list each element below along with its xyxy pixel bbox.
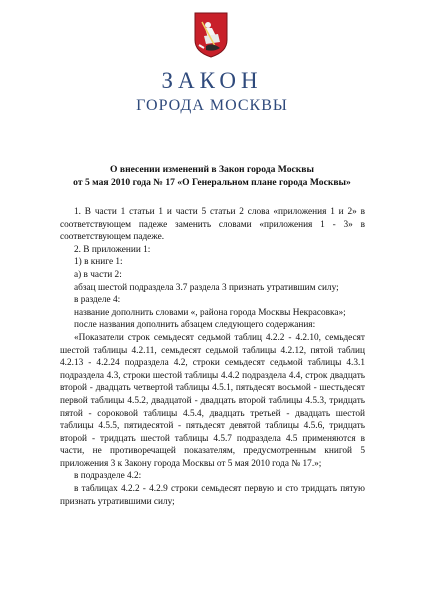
paragraph: а) в части 2: [74,269,122,280]
paragraph: абзац шестой подраздела 3.7 раздела 3 признать утратившим силу; [74,282,339,293]
paragraph: «Показатели строк семьдесят седьмой таблиц 4.2.2 - 4.2.10, семьдесят шестой таблицы 4.2.11, семьдесят седьмой таблицы 4.2.12, пятой таблиц 4.2.13 - 4.2.24 подраздела 4.2, строки семьдесят седьмой таблицы 4.3.1 подраздела 4.3, строки шестой таблицы 4.4.2 подраздела 4.4, строк двадцать второй - двадцать четвертой таблицы 4.5.1, пятьдесят восьмой - шестьдесят первой таблицы 4.5.2, двадцатой - двадцать второй таблицы 4.5.3, тридцать пятой - сороковой таблицы 4.5.4, двадцать третьей - двадцать шестой таблицы 4.5.5, пятидесятой - пятьдесят девятой таблицы 4.5.6, тридцать второй - тридцать шестой таблицы 4.5.7 подраздела 4.5 применяются в части, не противоречащей показателям, предусмотренным книгой 5 приложения 3 к Закону города Москвы от 5 мая 2010 года № 17.»; [60,332,365,469]
document-body [60,206,365,508]
paragraph: 2. В приложении 1: [74,244,151,255]
paragraph: 1) в книге 1: [74,257,123,268]
paragraph: в подразделе 4.2: [74,471,142,482]
law-header-title: ЗАКОН [161,68,263,93]
document-title-line-1: О внесении изменений в Закон города Москвы [110,164,314,175]
paragraph: 1. В части 1 статьи 1 и части 5 статьи 2 слова «приложения 1 и 2» в соответствующем падеже заменить словами «приложения 1 - 3» в соответствующем падеже. [60,207,365,243]
paragraph: в разделе 4: [74,295,121,306]
moscow-coat-of-arms-icon [194,12,228,58]
paragraph: после названия дополнить абзацем следующего содержания: [74,320,316,331]
paragraph: название дополнить словами «, района города Москвы Некрасовка»; [74,307,346,318]
law-header-subtitle: ГОРОДА МОСКВЫ [136,97,288,114]
document-title-line-2: от 5 мая 2010 года № 17 «О Генеральном плане города Москвы» [73,177,351,188]
paragraph: в таблицах 4.2.2 - 4.2.9 строки семьдесят первую и сто тридцать пятую признать утратившими силу; [60,484,365,507]
